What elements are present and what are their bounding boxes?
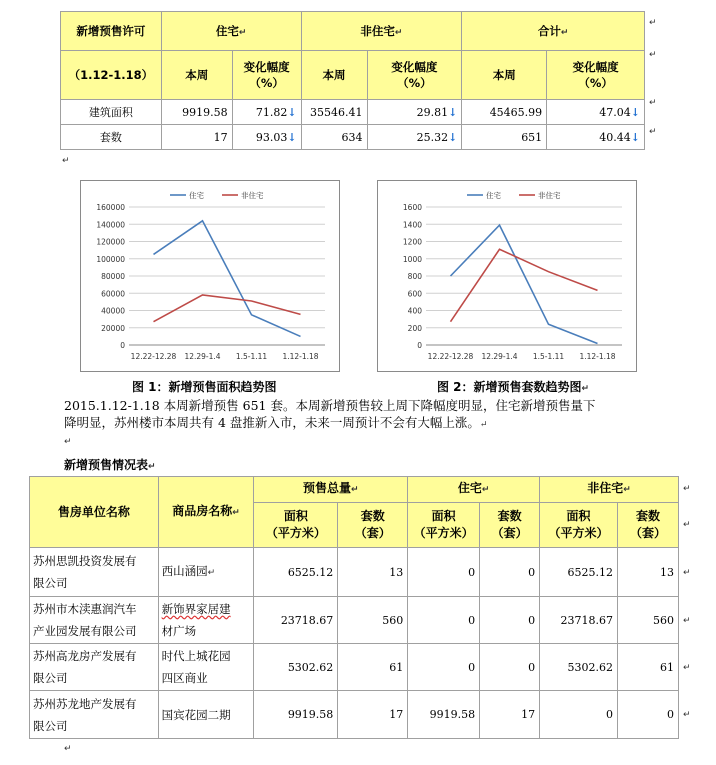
table-row <box>30 548 679 597</box>
res-change: 93.03↓ <box>232 125 301 150</box>
summary-paragraph <box>64 397 664 434</box>
row-label: 套数 <box>61 125 162 150</box>
units-trend-chart <box>377 180 637 372</box>
area-header: 面积 （平方米） <box>254 503 338 548</box>
down-arrow-icon: ↓ <box>448 105 458 119</box>
header-presale-total: 预售总量↵ <box>254 477 408 503</box>
header-non-residential: 非住宅↵ <box>540 477 679 503</box>
non-area: 6525.12 <box>540 548 618 597</box>
summary-line-1: 2015.1.12-1.18 本周新增预售 651 套。本周新增预售较上周下降幅度明显，住宅新增预售量下 <box>64 398 596 413</box>
legend-label: 非住宅 <box>241 191 264 200</box>
non-value: 35546.41 <box>301 100 367 125</box>
paragraph-mark: ↵ <box>683 710 691 720</box>
res-units: 0 <box>480 548 540 597</box>
y-tick-label: 0 <box>120 341 125 350</box>
area-header: 面积 （平方米） <box>540 503 618 548</box>
y-tick-label: 1000 <box>402 254 422 264</box>
series-line-non-residential <box>154 295 301 322</box>
down-arrow-icon: ↓ <box>287 130 297 144</box>
paragraph-mark: ↵ <box>683 616 691 626</box>
paragraph-mark: ↵ <box>683 663 691 673</box>
table-row <box>61 125 645 150</box>
res-units: 17 <box>480 691 540 739</box>
header-seller: 售房单位名称 <box>30 477 159 548</box>
x-tick-label: 12.29-1.4 <box>481 352 518 361</box>
x-tick-label: 1.5-1.11 <box>235 352 268 361</box>
seller-name: 苏州苏龙地产发展有 限公司 <box>30 691 159 739</box>
res-area: 0 <box>408 644 480 691</box>
res-area: 0 <box>408 597 480 644</box>
project-name: 国宾花园二期 <box>158 691 254 739</box>
non-units: 13 <box>618 548 679 597</box>
paragraph-mark: ↵ <box>62 156 70 166</box>
total-units: 61 <box>338 644 408 691</box>
header-new-permit: 新增预售许可 <box>61 12 162 51</box>
x-tick-label: 12.29-1.4 <box>184 352 221 361</box>
non-value: 634 <box>301 125 367 150</box>
tot-change-header: 变化幅度 （%） <box>547 51 645 100</box>
header-residential: 住宅↵ <box>408 477 540 503</box>
res-units: 0 <box>480 644 540 691</box>
paragraph-mark: ↵ <box>649 98 657 108</box>
paragraph-mark: ↵ <box>64 437 72 447</box>
y-tick-label: 100000 <box>96 254 125 264</box>
y-tick-label: 600 <box>407 289 422 299</box>
x-tick-label: 1.12-1.18 <box>282 352 319 361</box>
units-header: 套数 （套） <box>338 503 408 548</box>
series-line-residential <box>451 225 598 343</box>
paragraph-mark: ↵ <box>649 18 657 28</box>
total-area: 6525.12 <box>254 548 338 597</box>
seller-name: 苏州市木渎惠润汽车 产业园发展有限公司 <box>30 597 159 644</box>
table-row <box>30 644 679 691</box>
y-tick-label: 200 <box>407 323 422 333</box>
header-project: 商品房名称↵ <box>158 477 254 548</box>
x-tick-label: 1.5-1.11 <box>532 352 565 361</box>
y-tick-label: 60000 <box>101 289 125 299</box>
paragraph-mark: ↵ <box>64 744 72 754</box>
non-area: 5302.62 <box>540 644 618 691</box>
non-change: 29.81↓ <box>367 100 462 125</box>
y-tick-label: 1400 <box>402 220 422 230</box>
res-area: 0 <box>408 548 480 597</box>
header-residential: 住宅↵ <box>161 12 301 51</box>
down-arrow-icon: ↓ <box>448 130 458 144</box>
non-area: 23718.67 <box>540 597 618 644</box>
non-units: 560 <box>618 597 679 644</box>
non-units: 0 <box>618 691 679 739</box>
total-units: 17 <box>338 691 408 739</box>
project-name: 西山涵园↵ <box>158 548 254 597</box>
non-change-header: 变化幅度 （%） <box>367 51 462 100</box>
presale-detail-table <box>29 476 679 739</box>
y-tick-label: 0 <box>417 341 422 350</box>
y-tick-label: 1200 <box>402 237 422 247</box>
period-label: （1.12-1.18） <box>61 51 162 100</box>
y-tick-label: 40000 <box>101 306 125 316</box>
non-area: 0 <box>540 691 618 739</box>
units-header: 套数 （套） <box>480 503 540 548</box>
project-name: 新饰界家居建 材广场 <box>158 597 254 644</box>
chart1-caption: 图 1：新增预售面积趋势图 <box>132 380 277 394</box>
paragraph-mark: ↵ <box>649 50 657 60</box>
res-this-week-header: 本周 <box>161 51 232 100</box>
presale-permit-table <box>60 11 645 150</box>
area-trend-chart <box>80 180 340 372</box>
y-tick-label: 400 <box>407 306 422 316</box>
res-units: 0 <box>480 597 540 644</box>
non-this-week-header: 本周 <box>301 51 367 100</box>
y-tick-label: 20000 <box>101 323 125 333</box>
table-row <box>61 100 645 125</box>
tot-value: 45465.99 <box>462 100 547 125</box>
tot-this-week-header: 本周 <box>462 51 547 100</box>
y-tick-label: 800 <box>407 272 422 281</box>
non-units: 61 <box>618 644 679 691</box>
total-units: 560 <box>338 597 408 644</box>
units-trend-chart-svg <box>378 181 636 371</box>
total-area: 23718.67 <box>254 597 338 644</box>
series-line-residential <box>154 221 301 337</box>
seller-name: 苏州思凯投资发展有 限公司 <box>30 548 159 597</box>
table-row <box>30 691 679 739</box>
paragraph-mark: ↵ <box>649 127 657 137</box>
res-area: 9919.58 <box>408 691 480 739</box>
x-tick-label: 12.22-12.28 <box>427 352 474 361</box>
res-value: 9919.58 <box>161 100 232 125</box>
down-arrow-icon: ↓ <box>287 105 297 119</box>
legend-label: 住宅 <box>486 191 501 200</box>
legend-label: 非住宅 <box>538 191 561 200</box>
total-area: 9919.58 <box>254 691 338 739</box>
table-row <box>30 597 679 644</box>
non-change: 25.32↓ <box>367 125 462 150</box>
res-change-header: 变化幅度 （%） <box>232 51 301 100</box>
chart2-caption: 图 2：新增预售套数趋势图↵ <box>437 380 590 394</box>
header-total: 合计↵ <box>462 12 645 51</box>
paragraph-mark: ↵ <box>683 568 691 578</box>
tot-change: 40.44↓ <box>547 125 645 150</box>
res-change: 71.82↓ <box>232 100 301 125</box>
seller-name: 苏州高龙房产发展有 限公司 <box>30 644 159 691</box>
y-tick-label: 120000 <box>96 237 125 247</box>
down-arrow-icon: ↓ <box>630 105 640 119</box>
paragraph-mark: ↵ <box>683 484 691 494</box>
x-tick-label: 12.22-12.28 <box>130 352 177 361</box>
down-arrow-icon: ↓ <box>630 130 640 144</box>
area-trend-chart-svg <box>81 181 339 371</box>
paragraph-mark: ↵ <box>683 520 691 530</box>
area-header: 面积 （平方米） <box>408 503 480 548</box>
total-units: 13 <box>338 548 408 597</box>
project-name: 时代上城花园 四区商业 <box>158 644 254 691</box>
header-non-residential: 非住宅↵ <box>301 12 462 51</box>
tot-change: 47.04↓ <box>547 100 645 125</box>
section-title: 新增预售情况表↵ <box>64 458 156 472</box>
summary-line-2: 降明显，苏州楼市本周共有 4 盘推新入市，未来一周预计不会有大幅上涨。↵ <box>64 415 488 430</box>
tot-value: 651 <box>462 125 547 150</box>
row-label: 建筑面积 <box>61 100 162 125</box>
y-tick-label: 80000 <box>101 272 125 281</box>
legend-label: 住宅 <box>189 191 204 200</box>
y-tick-label: 1600 <box>402 203 422 212</box>
total-area: 5302.62 <box>254 644 338 691</box>
y-tick-label: 160000 <box>96 203 125 212</box>
res-value: 17 <box>161 125 232 150</box>
x-tick-label: 1.12-1.18 <box>579 352 616 361</box>
units-header: 套数 （套） <box>618 503 679 548</box>
y-tick-label: 140000 <box>96 220 125 230</box>
